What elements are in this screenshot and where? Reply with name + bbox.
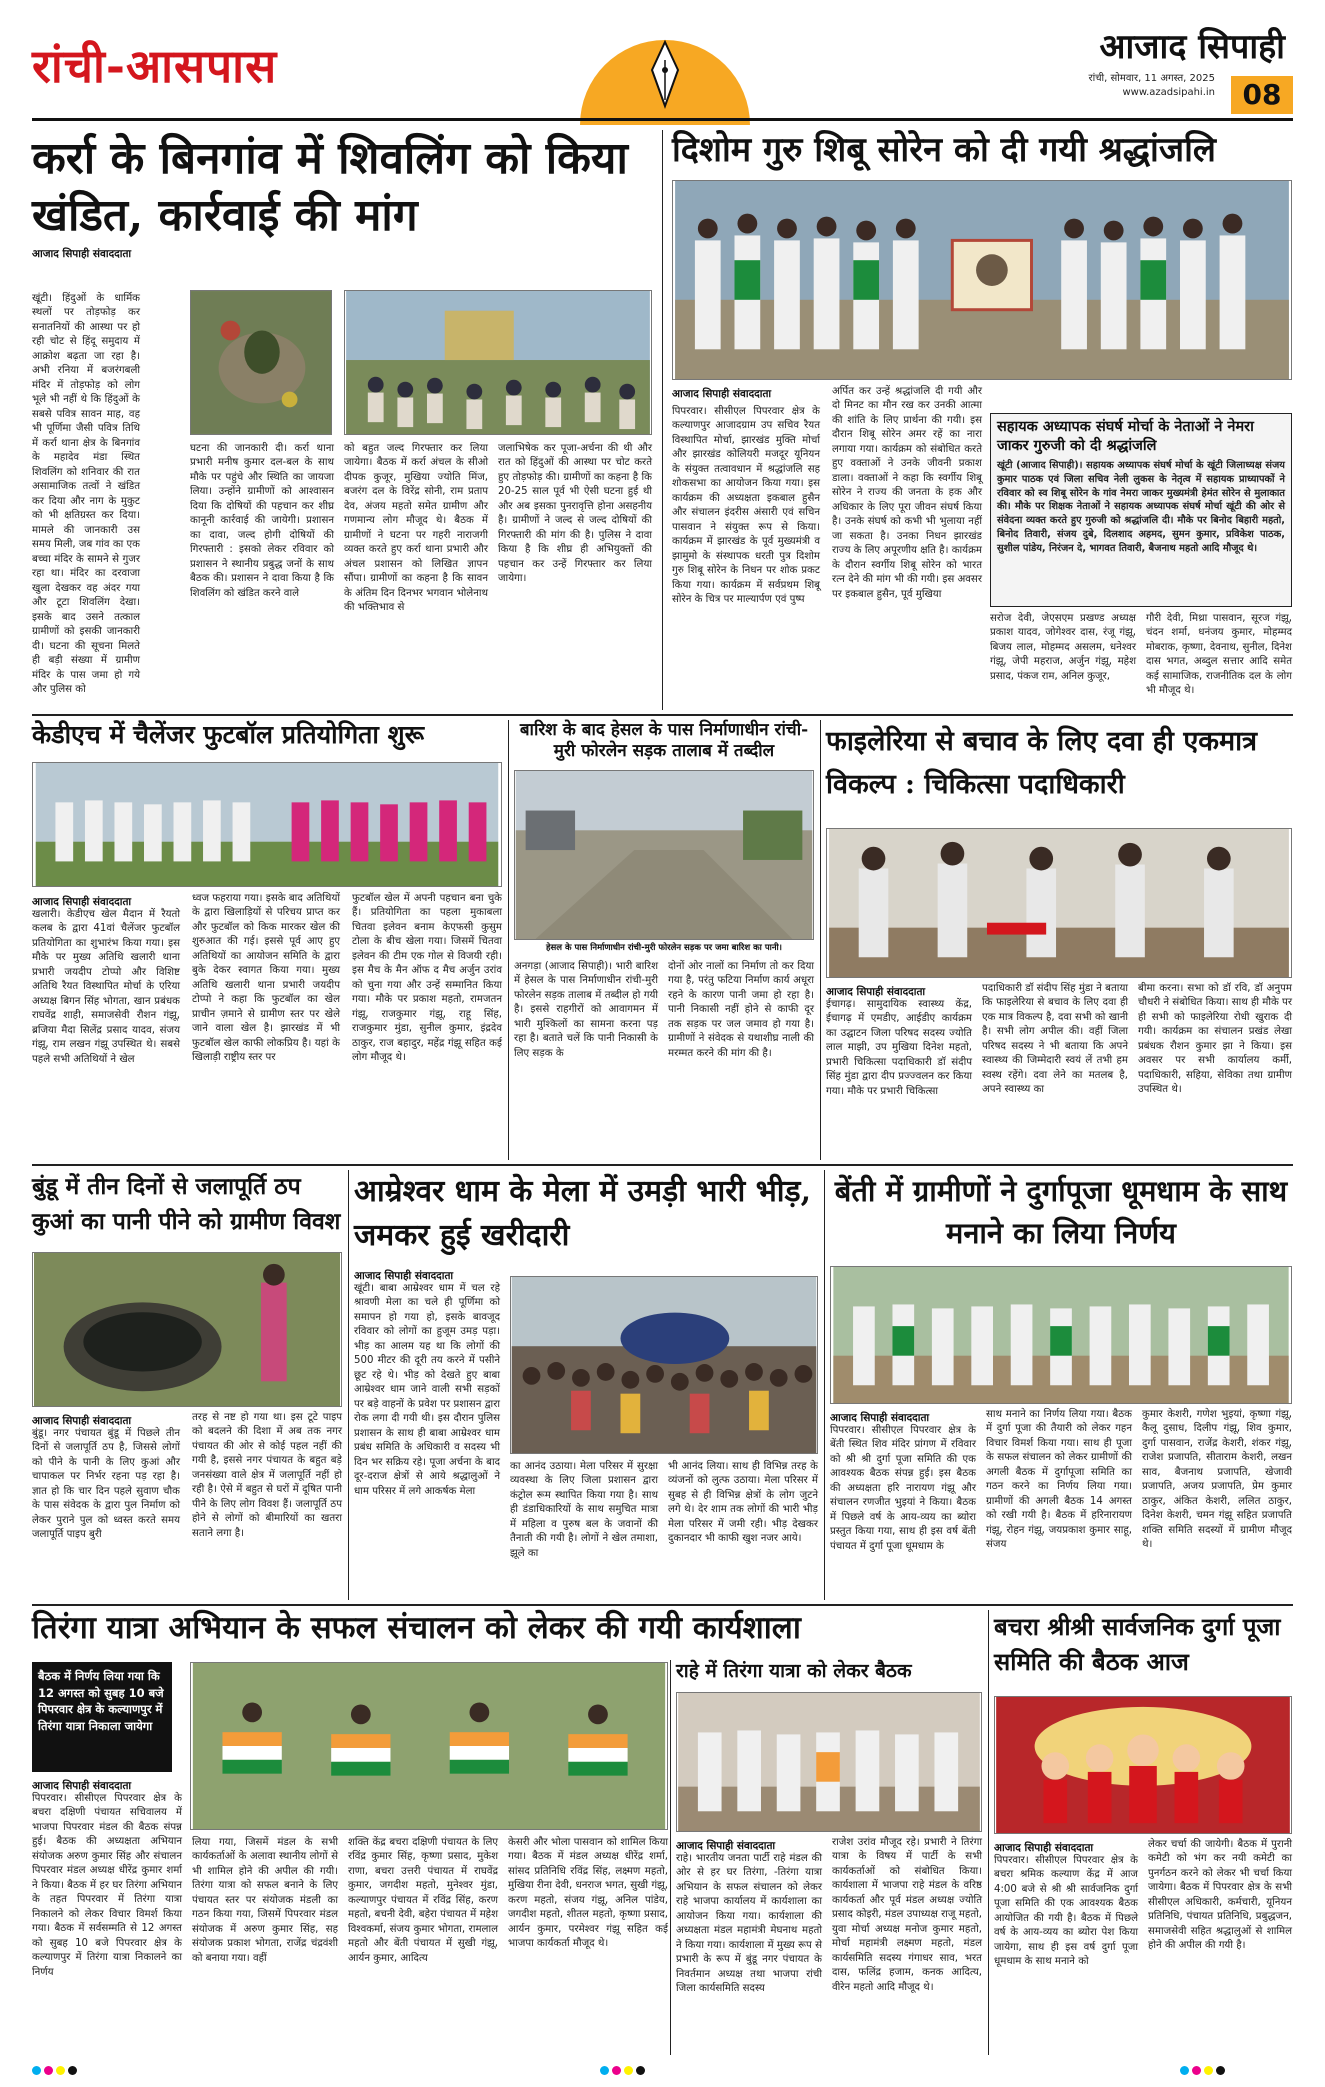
village-well-photo [32, 1252, 342, 1407]
village-meeting-photo [830, 1266, 1292, 1404]
headline: केडीएच में चैलेंजर फुटबॉल प्रतियोगिता शुरू [32, 720, 425, 749]
headline: बुंडू में तीन दिनों से जलापूर्ति ठप कुआं का पानी पीने को ग्रामीण विवश [32, 1173, 341, 1235]
article-col-2: राजेश उरांव मौजूद रहे। प्रभारी ने तिरंगा यात्रा के विषय में पार्टी के सभी कार्यकर्ताओं को संबोधित किया। कार्यशाला में भाजपा राहे मंडल के वरिष्ठ कार्यकर्ता और पूर्व मंडल अध्यक्ष ज्योति प्रसाद कोइरी, मंडल उपाध्यक्ष राजू महतो, युवा मोर्चा अध्यक्ष मनोज कुमार महतो, मोर्चा महामंत्री लक्ष्मण महतो, मंडल कार्यसमिति सदस्य गंगाधर साव, भरत दास, फलिंद्र हजाम, कनक आदित्य, वीरेन महतो आदि मौजूद थे। [832, 1837, 982, 1993]
article-col-1: ईचागढ़। सामुदायिक स्वास्थ्य केंद्र, ईचागढ़ में एमडीए, आईडीए कार्यक्रम का उद्घाटन जिला परिषद सदस्य ज्योति लाल माझी, उप मुखिया दिनेश महतो, प्रभारी चिकित्सा पदाधिकारी डॉ संदीप सिंह मुंडा द्वारा दीप प्रज्ज्वलन कर किया गया। मौके पर प्रभारी चिकित्सा [826, 999, 972, 1097]
dateline-block [1089, 72, 1215, 99]
byline: आजाद सिपाही संवाददाता [32, 248, 132, 261]
callout-box: बैठक में निर्णय लिया गया कि 12 अगस्त को सुबह 10 बजे पिपरवार क्षेत्र के कल्याणपुर में तिरंगा यात्रा निकाला जायेगा [32, 1662, 172, 1772]
column-divider [508, 720, 509, 1160]
tribute-gathering-photo [672, 180, 1292, 380]
intro: खूंटी (आजाद सिपाही)। सहायक अध्यापक संघर्ष मोर्चा के खूंटी जिलाध्यक्ष संजय कुमार पाठक एवं जिला सचिव नेली लुकस के नेतृत्व में सहायक प्राध्यापकों ने रविवार को स्व शिबू सोरेन के गांव नेमरा जाकर मुख्यमंत्री हेमंत सोरेन से मुलाकात की। मौके पर शिक्षक नेताओं ने सहायक अध्यापक संघर्ष मोर्चा खूंटी की ओर से संवेदना व्यक्त करते हुए गुरुजी को श्रद्धांजलि दी। मौके पर बिनोद बिहारी महतो, बिनोद तिवारी, संजय दुबे, दिलशाद अहमद, सुमन कुमार, प्रविकेश पाठक, सुशील पांडेय, निरंजन दे, भागवत तिवारी, बैजनाथ महतो आदि मौजूद थे। [997, 459, 1285, 555]
article-col-1: राहे। भारतीय जनता पार्टी राहे मंडल की ओर से हर घर तिरंगा, -तिरंगा यात्रा अभियान के सफल संचालन को लेकर राहे भाजपा कार्यालय में कार्यशाला का आयोजन किया गया। कार्यशाला की अध्यक्षता मंडल महामंत्री मेघनाथ महतो ने किया गया। कार्यशाला में मुख्य रूप से प्रभारी के रूप में बुंडू नगर पंचायत के निवर्तमान अध्यक्ष तथा भाजपा रांची जिला कार्यसमिति सदस्य [676, 1853, 822, 1995]
page-number: 08 [1231, 76, 1293, 114]
article-col-1: अनगड़ा (आजाद सिपाही)। भारी बारिश में हेसल के पास निर्माणाधीन रांची-मुरी फोरलेन सड़क तालाब में तब्दील हो गयी है। इससे राहगीरों को आवागमन में भारी मुश्किलों का सामना करना पड़ रहा है। बताते चलें कि पानी निकासी के लिए सड़क के [514, 961, 658, 1059]
article-col-2: लेकर चर्चा की जायेगी। बैठक में पुरानी कमेटी को भंग कर नयी कमेटी का पुनर्गठन करने को लेकर भी चर्चा किया जायेगा। बैठक में पिपरवार क्षेत्र के सभी सीसीएल अधिकारी, कर्मचारी, यूनियन प्रतिनिधि, पंचायत प्रतिनिधि, प्रबुद्धजन, समाजसेवी सहित श्रद्धालुओं से शामिल होने की अपील की गयी है। [1148, 1839, 1292, 1952]
column-divider [820, 720, 821, 1160]
pen-nib-icon [648, 40, 682, 110]
article-col-1: पिपरवार। सीसीएल पिपरवार क्षेत्र के बेंती स्थित शिव मंदिर प्रांगण में रविवार को श्री श्री दुर्गा पूजा समिति की एक आवश्यक बैठक संपन्न हुई। इस बैठक की अध्यक्षता हरि नारायण गंझू और संचालन रणजीत भुइयां ने किया। बैठक में पिछले वर्ष के आय-व्यय का ब्योरा प्रस्तुत किया गया, साथ ही इस वर्ष बेंती पंचायत में दुर्गा पूजा धूमधाम के [830, 1425, 976, 1552]
headline: बेंती में ग्रामीणों ने दुर्गापूजा धूमधाम के साथ मनाने का लिया निर्णय [834, 1174, 1288, 1251]
column-divider [988, 1610, 989, 2055]
story-benti-durgapuja [830, 1170, 1292, 1600]
article-col-2: पदाधिकारी डॉ संदीप सिंह मुंडा ने बताया कि फाइलेरिया से बचाव के लिए दवा ही एक मात्र विकल्प है, दवा सभी को खानी है। सभी लोग अपील की। वहीं जिला परिषद सदस्य ने भी बताया कि अपने स्वास्थ्य की जिम्मेदारी स्वयं लें तभी हम स्वस्थ रहेंगे। दवा लेने का मतलब है, अपने स्वास्थ्य का [982, 983, 1128, 1096]
story-football [32, 720, 502, 1160]
rahe-meeting-photo [676, 1692, 982, 1832]
article-col-1: खूंटी। हिंदुओं के धार्मिक स्थलों पर तोड़फोड़ कर सनातनियों की आस्था पर हो रही चोट से हिंदू समुदाय में आक्रोश बढ़ता जा रहा है। अभी रनिया में बजरंगबली मंदिर में तोड़फोड़ को लोग भूले भी नहीं थे कि हिंदुओं के सबसे पवित्र सावन माह, वह भी पूर्णिमा जैसी पवित्र तिथि में कर्रा थाना क्षेत्र के बिनगांव के महादेव मंडा स्थित शिवलिंग को शनिवार की रात असामाजिक तत्वों ने खंडित कर दिया और नाग के मुकुट को भी क्षतिग्रस्त कर दिया। मामले की जानकारी उस समय मिली, जब गांव का एक बच्चा मंदिर के सामने से गुजर रहा था। मंदिर का दरवाजा खुला देखकर वह अंदर गया और टूटा शिवलिंग देखा। इसके बाद उसने तत्काल ग्रामीणों को इसकी जानकारी दी। घटना की सूचना मिलते ही बड़ी संख्या में ग्रामीण मंदिर के पास जमा हो गये और पुलिस को [32, 293, 140, 696]
headline: बारिश के बाद हेसल के पास निर्माणाधीन रांची-मुरी फोरलेन सड़क तालाब में तब्दील [519, 720, 809, 761]
headline: फाइलेरिया से बचाव के लिए दवा ही एकमात्र विकल्प : चिकित्सा पदाधिकारी [826, 726, 1258, 801]
names-col-1: सरोज देवी, जेएसएम प्रखण्ड अध्यक्ष प्रकाश यादव, जोगेश्वर दास, रंजू गंझू, बिजय लाल, मोहम्मद असलम, धनेश्वर गंझू, जेपी महराज, अर्जुन गंझू, महेश प्रसाद, पंकज राम, अनिल कुजूर, [990, 613, 1136, 682]
story-rahe-tiranga [676, 1660, 982, 2055]
article-col-2: साथ मनाने का निर्णय लिया गया। बैठक में दुर्गा पूजा की तैयारी को लेकर गहन विचार विमर्श किया गया। साथ ही पूजा के सफल संचालन को लेकर ग्रामीणों की अगली बैठक में दुर्गापूजा समिति का गठन करने का निर्णय लिया गया। ग्रामीणों की अगली बैठक 14 अगस्त को रखी गयी है। बैठक में हरिनारायण गंझू, रोहन गंझू, जयप्रकाश कुमार साहू, संजय [986, 1409, 1132, 1551]
article-col-1: पिपरवार। सीसीएल पिपरवार क्षेत्र के बचरा दक्षिणी पंचायत सचिवालय में भाजपा पिपरवार मंडल की बैठक संपन्न हुई। बैठक की अध्यक्षता अभियान संयोजक अरुण कुमार सिंह और संचालन पिपरवार मंडल अध्यक्ष धीरेंद्र कुमार शर्मा ने किया। बैठक में हर घर तिरंगा अभियान के तहत पिपरवार में तिरंगा यात्रा निकालने को लेकर विचार विमर्श किया गया। बैठक में सर्वसम्मति से 12 अगस्त को सुबह 10 बजे पिपरवार क्षेत्र के कल्याणपुर में तिरंगा यात्रा निकालने का निर्णय [32, 1793, 182, 1978]
article-col-3: फुटबॉल खेल में अपनी पहचान बना चुके हैं। प्रतियोगिता का पहला मुकाबला चितवा इलेवन बनाम केएफसी कुसुम टोला के बीच खेला गया। जिसमें चितवा इलेवन की टीम एक गोल से विजयी रही। इस मैच के मैन ऑफ द मैच अर्जुन उरांव को चुना गया और उन्हें सम्मानित किया गया। मौके पर प्रकाश महतो, रामजतन गंझू, राजकुमार गंझू, राहू सिंह, राजकुमार मुंडा, सुनील कुमार, इंद्रदेव ठाकुर, राज बहादुर, महेंद्र गंझू सहित कई लोग मौजूद थे। [352, 893, 502, 1064]
byline: आजाद सिपाही संवाददाता [32, 896, 132, 908]
headline: कर्रा के बिनगांव में शिवलिंग को किया खंडित, कार्रवाई की मांग [32, 133, 628, 242]
row-divider [32, 714, 1293, 716]
article-col-1: खूंटी। बाबा आम्रेश्वर धाम में चल रहे श्रावणी मेला का चले ही पूर्णिमा को समापन हो गया हो, इसके बावजूद रविवार को लोगों का हुजूम उमड़ पड़ा। भीड़ का आलम यह था कि लोगों की 500 मीटर की दूरी तय करने में पसीने छूट रहे थे। भीड़ को देखते हुए बाबा आम्रेश्वर धाम जाने वाली सभी सड़कों पर बड़े वाहनों के प्रवेश पर प्रशासन द्वारा रोक लगा दी गयी थी। इस दौरान पुलिस प्रशासन के साथ ही बाबा आम्रेश्वर धाम प्रबंध समिति के अधिकारी व सदस्य भी दिन भर सक्रिय रहे। पूजा अर्चना के बाद दूर-दराज क्षेत्रों से आये श्रद्धालुओं ने धाम परिसर में लगे आकर्षक मेला [354, 1283, 500, 1497]
registration-marks-right [1180, 2060, 1300, 2070]
photo-caption: हेसल के पास निर्माणाधीन रांची-मुरी फोरलेन सड़क पर जमा बारिश का पानी। [546, 943, 782, 953]
brand-logo: आजाद सिपाही [1099, 27, 1285, 67]
byline: आजाद सिपाही संवाददाता [994, 1842, 1094, 1854]
story-bachra-durgapuja [994, 1610, 1292, 2055]
broken-shivling-photo [190, 290, 332, 435]
article-col-2: घटना की जानकारी दी। कर्रा थाना प्रभारी मनीष कुमार दल-बल के साथ मौके पर पहुंचे और स्थिति का जायजा लिया। उन्होंने ग्रामीणों को आश्वासन दिया कि दोषियों की पहचान कर शीघ्र कानूनी कार्रवाई की जायेगी। प्रशासन का दावा, जल्द होगी दोषियों की गिरफ्तारी : इसको लेकर रविवार को प्रशासन ने स्थानीय प्रबुद्ध जनों के साथ बैठक की। प्रशासन ने दावा किया है कि शिवलिंग को खंडित करने वाले [190, 443, 334, 599]
story-shibu-soren [672, 130, 1292, 430]
story-filaria [826, 720, 1292, 1160]
byline: आजाद सिपाही संवाददाता [32, 1415, 132, 1427]
article-col-4: केसरी और भोला पासवान को शामिल किया गया। बैठक में मंडल अध्यक्ष धीरेंद्र शर्मा, सांसद प्रतिनिधि रविंद्र सिंह, लक्ष्मण महतो, मुखिया रीना देवी, धनराज भगत, सुखी गंझू, करण महतो, संजय गंझू, अनिल पांडेय, जगदीश महतो, शीतल महतो, कृष्णा प्रसाद, आर्यन कुमार, परमेश्वर गंझू सहित कई भाजपा कार्यकर्ता मौजूद थे। [508, 1837, 668, 1950]
article-col-3: भी आनंद लिया। साथ ही विभिन्न तरह के व्यंजनों को लुत्फ उठाया। मेला परिसर में सुबह से ही विभिन्न क्षेत्रों के लोग जुटने लगे थे। देर शाम तक लोगों की भारी भीड़ मेला परिसर में जमी रही। भीड़ देखकर दुकानदार भी काफी खुश नजर आये। [668, 1461, 818, 1545]
headline: राहे में तिरंगा यात्रा को लेकर बैठक [676, 1660, 912, 1682]
column-divider [670, 1660, 671, 2055]
headline: बचरा श्रीश्री सार्वजनिक दुर्गा पूजा समिति की बैठक आज [994, 1612, 1281, 1676]
headline: आम्रेश्वर धाम के मेला में उमड़ी भारी भीड़, जमकर हुई खरीदारी [354, 1174, 812, 1253]
villagers-meeting-photo [344, 290, 652, 435]
article-col-2: ध्वज फहराया गया। इसके बाद अतिथियों के द्वारा खिलाड़ियों से परिचय प्राप्त कर और फुटबॉल को किक मारकर खेल की शुरुआत की गई। इससे पूर्व आए हुए अतिथियों का आयोजन समिति के द्वारा बुके देकर स्वागत किया गया। मुख्य अतिथि खलारी थाना प्रभारी जयदीप टोप्पो ने कहा कि फुटबॉल का खेल प्राचीन ज़माने से ग्रामीण स्तर पर खेले जाने वाला खेल है। झारखंड में भी फुटबॉल खेल काफी लोकप्रिय है। यहां के खिलाड़ी राष्ट्रीय स्तर पर [192, 893, 340, 1064]
article-col-3: शक्ति केंद्र बचरा दक्षिणी पंचायत के लिए रविंद्र कुमार सिंह, कृष्णा प्रसाद, मुकेश राणा, बचरा उत्तरी पंचायत में राघवेंद्र कुमार, जगदीश महतो, मुनेश्वर मुंडा, कल्याणपुर पंचायत में रविंद्र सिंह, करण महतो, बचनी देवी, बहेरा पंचायत में महेश विश्वकर्मा, संजय कुमार भोगता, रामलाल महतो और बेंती पंचायत में सुखी गंझू, आर्यन कुमार, आदित्य [348, 1837, 498, 1964]
waterlogged-road-photo [514, 770, 814, 940]
masthead [0, 0, 1325, 118]
byline: आजाद सिपाही संवाददाता [830, 1412, 930, 1424]
byline: आजाद सिपाही संवाददाता [826, 986, 926, 998]
registration-marks-left [32, 2060, 152, 2070]
article-col-2: अर्पित कर उन्हें श्रद्धांजलि दी गयी और दो मिनट का मौन रख कर उनकी आत्मा की शांति के लिए प्रार्थना की गयी। इस दौरान शिबू सोरेन अमर रहें का नारा लगाया गया। कार्यक्रम को संबोधित करते हुए वक्ताओं ने उनके जीवनी प्रकाश डाला। वक्ताओं ने कहा कि स्वर्गीय शिबू सोरेन ने राज्य की जनता के हक और अधिकार के लिए पूरा जीवन संघर्ष किया है। उनके संघर्ष को कभी भी भुलाया नहीं जा सकता है। उनका निधन झारखंड राज्य के लिए अपूरणीय क्षति है। कार्यक्रम के दौरान स्वर्गीय शिबू सोरेन को भारत रत्न देने की मांग भी की गयी। इस अवसर पर इकबाल हुसैन, पूर्व मुखिया [832, 386, 982, 600]
story-waterlogging [514, 720, 814, 1160]
registration-marks-center [600, 2060, 740, 2070]
story-amreshwar-fair [354, 1170, 818, 1600]
top-rule [32, 118, 1293, 121]
section-title: रांची-आसपास [32, 39, 278, 93]
byline: आजाद सिपाही संवाददाता [672, 388, 772, 400]
article-col-4: जलाभिषेक कर पूजा-अर्चना की थी और रात को हिंदुओं की आस्था पर चोट करते हुए तोड़फोड़ की। ग्रामीणों का कहना है कि 20-25 साल पूर्व भी ऐसी घटना हुई थी और अब इसका पुनरावृत्ति होना असहनीय है। ग्रामीणों ने जल्द से जल्द दोषियों की गिरफ्तारी की मांग की है। पुलिस ने दावा किया है कि शीघ्र ही अभियुक्तों की पहचान कर उन्हें गिरफ्तार कर लिया जायेगा। [498, 443, 652, 585]
article-col-1: पिपरवार। सीसीएल पिपरवार क्षेत्र के कल्याणपुर आजादग्राम उप सचिव रैयत विस्थापित मोर्चा, झारखंड मुक्ति मोर्चा और झारखंड कोलियरी मजदूर यूनियन के संयुक्त तत्वावधान में श्रद्धांजलि सह शोकसभा का आयोजन किया गया। इस कार्यक्रम की अध्यक्षता इकबाल हुसैन और संचालन इंदरीस अंसारी एवं सचिन पासवान ने संयुक्त रूप से किया। कार्यक्रम में झारखंड के पूर्व मुख्यमंत्री व झामुमो के संस्थापक धरती पुत्र दिशोम गुरु शिबू सोरेन के निधन पर शोक प्रकट किया गया। कार्यक्रम में सर्वप्रथम शिबू सोरेन के चित्र पर माल्यार्पण एवं पुष्प [672, 406, 820, 606]
fair-crowd-photo [510, 1276, 818, 1454]
column-divider [824, 1170, 825, 1600]
health-program-photo [826, 828, 1292, 978]
article-col-2: लिया गया, जिसमें मंडल के सभी कार्यकर्ताओं के अलावा स्थानीय लोगों से भी शामिल होने की अपील की गयी। तिरंगा यात्रा को सफल बनाने के लिए पंचायत स्तर पर संयोजक मंडली का गठन किया गया, जिसमें पिपरवार मंडल संयोजक में अरुण कुमार सिंह, सह संयोजक प्रकाश भोगता, राजेंद्र चंद्रवंशी को बनाया गया। वहीं [192, 1837, 338, 1964]
story-shivling [32, 130, 652, 710]
byline: आजाद सिपाही संवाददाता [354, 1270, 454, 1282]
story-shibu-soren-names [990, 612, 1292, 710]
tiranga-rally-photo [190, 1662, 668, 1830]
article-col-1: पिपरवार। सीसीएल पिपरवार क्षेत्र के बचरा श्रमिक कल्याण केंद्र में आज 4:00 बजे से श्री श्री सार्वजनिक दुर्गा पूजा समिति की एक आवश्यक बैठक आयोजित की गयी है। बैठक में पिछले वर्ष के आय-व्यय का ब्योरा पेश किया जायेगा, साथ ही इस वर्ष दुर्गा पूजा धूमधाम के साथ मनाने को [994, 1855, 1138, 1968]
article-col-2: दोनों ओर नालों का निर्माण तो कर दिया गया है, परंतु फटिया निर्माण कार्य अधूरा रहने के कारण पानी जमा हो रहा है। पानी निकासी नहीं होने से काफी दूर तक सड़क पर जल जमाव हो गया है। ग्रामीणों ने संवेदक से यथाशीघ्र नाली की मरम्मत करने की मांग की है। [668, 961, 814, 1059]
story-bundu-water [32, 1170, 342, 1600]
column-divider [348, 1170, 349, 1600]
article-col-3: कुमार केशरी, गणेश भुइयां, कृष्णा गंझू, कैलू दुसाध, दिलीप गंझू, शिव कुमार, दुर्गा पासवान, राजेंद्र केशरी, शंकर गंझू, राजेश प्रजापति, सीताराम केशरी, लखन साव, बैजनाथ प्रजापति, खेजावी प्रजापति, अजय प्रजापति, प्रेम कुमार ठाकुर, अंकित केशरी, ललित ठाकुर, दिनेश केशरी, चमन गंझू सहित प्रजापति शक्ति समिति सदस्यों में ग्रामीण मौजूद थे। [1142, 1409, 1292, 1551]
headline: तिरंगा यात्रा अभियान के सफल संचालन को लेकर की गयी कार्यशाला [32, 1610, 801, 1646]
row-divider [32, 1604, 1293, 1606]
headline: दिशोम गुरु शिबू सोरेन को दी गयी श्रद्धांजलि [672, 130, 1216, 170]
article-col-2: तरह से नष्ट हो गया था। इस टूटे पाइप को बदलने की दिशा में अब तक नगर पंचायत की ओर से कोई पहल नहीं की गयी है, इससे नगर पंचायत के बहुत बड़े जनसंख्या वाले क्षेत्र में जलापूर्ति नहीं हो रही है। ऐसे में बहुत से घरों में दूषित पानी पीने के लिए लोग विवश हैं। जलापूर्ति ठप होने से लोगों को बीमारियों का खतरा सताने लगा है। [192, 1412, 342, 1539]
names-col-2: गौरी देवी, मिथ्रा पासवान, सूरज गंझू, चंदन शर्मा, धनंजय कुमार, मोहम्मद मोबराक, कृष्णा, देवनाथ, सुनील, दिनेश दास भगत, अब्दुल सत्तार आदि समेत कई सामाजिक, राजनीतिक दल के लोग भी मौजूद थे। [1146, 613, 1292, 697]
article-col-3: को बहुत जल्द गिरफ्तार कर लिया जायेगा। बैठक में कर्रा अंचल के सीओ दीपक कुजूर, मुखिया ज्योति मिंज, बजरंग दल के विरेंद्र सोनी, राम प्रताप देव, अंजय महतो समेत ग्रामीण और गणमान्य लोग मौजूद थे। बैठक में ग्रामीणों ने घटना पर गहरी नाराजगी व्यक्त करते हुए कर्रा थाना प्रभारी और अंचल प्रशासन को लिखित ज्ञापन सौंपा। ग्रामीणों का कहना है कि सावन के अंतिम दिन दिनभर भगवान भोलेनाथ की भक्तिभाव से [344, 443, 488, 614]
byline: आजाद सिपाही संवाददाता [676, 1840, 776, 1852]
football-teams-photo [32, 762, 502, 887]
article-col-2: का आनंद उठाया। मेला परिसर में सुरक्षा व्यवस्था के लिए जिला प्रशासन द्वारा कंट्रोल रूम स्थापित किया गया है। साथ ही डंडाधिकारियों के साथ समुचित मात्रा में महिला व पुरुष बल के जवानों की तैनाती की गयी है। लोगों ने खेल तमाशा, झूले का [510, 1461, 658, 1559]
durga-idol-photo [994, 1696, 1292, 1834]
headline: सहायक अध्यापक संघर्ष मोर्चा के नेताओं ने नेमरा जाकर गुरुजी को दी श्रद्धांजलि [997, 418, 1254, 454]
story-teachers-tribute [990, 413, 1292, 607]
article-col-3: बीमा करना। सभा को डॉ रवि, डॉ अनुपम चौधरी ने संबोधित किया। साथ ही मौके पर ही सभी को फाइलेरिया रोधी खुराक दी गयी। कार्यक्रम का संचालन प्रखंड लेखा प्रबंधक रौशन कुमार झा ने किया। इस अवसर पर सभी कार्यालय कर्मी, पदाधिकारी, सहिया, सेविका तथा ग्रामीण उपस्थित थे। [1138, 983, 1293, 1096]
byline: आजाद सिपाही संवाददाता [32, 1780, 132, 1792]
row-divider [32, 1164, 1293, 1166]
website: www.azadsipahi.in [1122, 86, 1215, 98]
article-col-1: बुंडू। नगर पंचायत बुंडू में पिछले तीन दिनों से जलापूर्ति ठप है, जिससे लोगों को पीने के पानी के लिए कुआं और चापाकल पर निर्भर रहना पड़ रहा है। ज्ञात हो कि चार दिन पहले सुवाण चौक के पास संवेदक के द्वारा पुल निर्माण को लेकर पुराने पुल को ध्वस्त करते समय जलापूर्ति पाइप बुरी [32, 1428, 180, 1541]
article-col-1: खलारी। केडीएच खेल मैदान में रैयतो कलब के द्वारा 41वां चैलेंजर फुटबॉल प्रतियोगिता का शुभारंभ किया गया। इस मौके पर मुख्य अतिथि खलारी थाना प्रभारी जयदीप टोप्पो और विशिष्ट अतिथि रैयत विस्थापित मोर्चा के एरिया अध्यक्ष बिगन सिंह भोगता, खान प्रबंधक राघवेंद्र शाही, समाजसेवी रौशन गंझू, ब्रजिया मैदा सिलेंद्र प्रसाद यादव, संजय गंझू, राम लखन गंझू उपस्थित थे। सबसे पहले सभी अतिथियों ने खेल [32, 909, 180, 1065]
column-divider [662, 130, 663, 710]
dateline: रांची, सोमवार, 11 अगस्त, 2025 [1088, 73, 1215, 84]
